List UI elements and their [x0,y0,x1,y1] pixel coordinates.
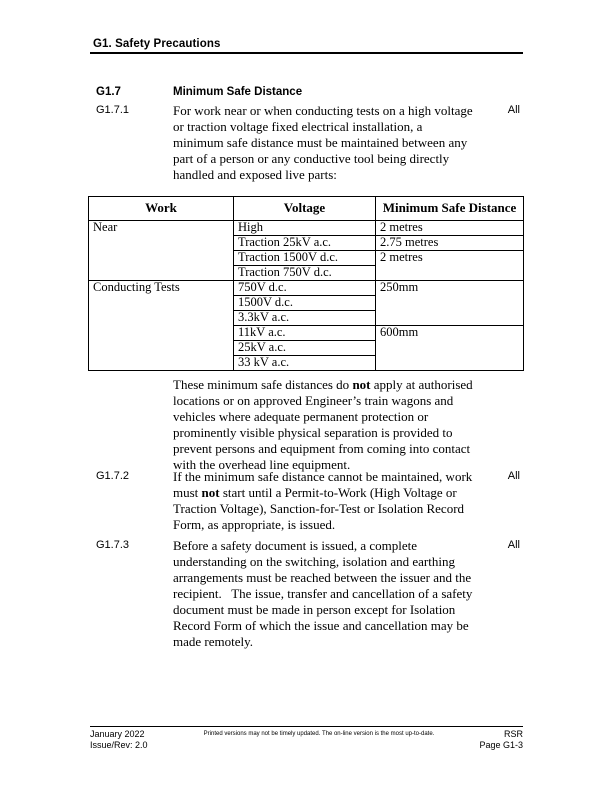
footer-issue-rev: Issue/Rev: 2.0 [90,740,148,750]
page-header-title: G1. Safety Precautions [93,38,221,50]
table-header-cell: Work [89,197,234,221]
table-cell: High [234,221,376,236]
applicability-label: All [507,104,520,116]
table-cell: 11kV a.c. [234,326,376,341]
clause-text [173,469,476,533]
footer-page-number: Page G1-3 [479,740,523,750]
table-cell: 2 metres [376,221,524,236]
clause-g1-7-2 [90,469,523,533]
table-header-row [89,197,524,221]
clause-number: G1.7.3 [96,539,130,551]
table-cell: Traction 750V d.c. [234,266,376,281]
table-cell: 600mm [376,326,524,371]
table-header-cell: Minimum Safe Distance [376,197,524,221]
table-cell: 2.75 metres [376,236,524,251]
body-text: apply at authorised locations or on approved Engineer’s train wagons and vehicles where adequate permanent protection or prominently visible physical separation is provided to prevent persons and equipment from coming into contact with the overhead line equipment. [173,377,473,472]
table-cell: 750V d.c. [234,281,376,296]
table-row [89,221,524,236]
table-cell: 33 kV a.c. [234,356,376,371]
table-cell: Traction 25kV a.c. [234,236,376,251]
section-heading [90,86,523,98]
body-text: start until a Permit-to-Work (High Voltage or Traction Voltage), Sanction-for-Test or Isolation Record Form, as appropriate, is issued. [173,485,465,532]
applicability-label: All [507,539,520,551]
table-row [89,281,524,296]
clause-number: G1.7.2 [96,470,130,482]
footer-notice: Printed versions may not be timely updated. The on-line version is the most up-to-date. [203,731,435,737]
body-text: If the minimum safe distance cannot be maintained, work must [173,469,473,500]
clause-number: G1.7.1 [96,104,130,116]
section-number: G1.7 [96,86,121,98]
table-cell: 25kV a.c. [234,341,376,356]
page-footer [90,726,523,751]
table-cell: Traction 1500V d.c. [234,251,376,266]
safe-distance-table [88,196,524,371]
table-cell: 250mm [376,281,524,326]
applicability-label [520,377,523,378]
page-header [90,38,523,54]
footer-doc-code: RSR [503,729,523,739]
clause-g1-7-1 [90,103,523,183]
body-text: For work near or when conducting tests on a high voltage or traction voltage fixed electrical installation, a minimum safe distance must be maintained between any part of a person or any conductive tool being directly handled and exposed live parts: [173,103,473,182]
clause-text [173,103,476,183]
table-cell: 1500V d.c. [234,296,376,311]
footer-date: January 2022 [90,729,145,739]
footer-ref-block [453,729,523,751]
clause-text [173,377,476,473]
table-cell: Near [89,221,234,281]
clause-number [90,377,173,378]
table-cell: 2 metres [376,251,524,281]
applicability-label: All [507,470,520,482]
clause-text [173,538,476,650]
body-text: Before a safety document is issued, a complete understanding on the switching, isolation and earthing arrangements must be reached between the issuer and the recipient. The issue, transfer and cancellation of a safety document must be made in person except for Isolation Record Form of which the issue and cancellation may be made remotely. [173,538,473,649]
emphasis-text: not [201,485,220,500]
section-title: Minimum Safe Distance [173,86,303,98]
clause-g1-7-3 [90,538,523,650]
table-cell: Conducting Tests [89,281,234,371]
table-header-cell: Voltage [234,197,376,221]
table-cell: 3.3kV a.c. [234,311,376,326]
emphasis-text: not [352,377,371,392]
body-text: These minimum safe distances do [173,377,353,392]
note-paragraph [90,377,523,473]
footer-issue-block [90,729,185,751]
